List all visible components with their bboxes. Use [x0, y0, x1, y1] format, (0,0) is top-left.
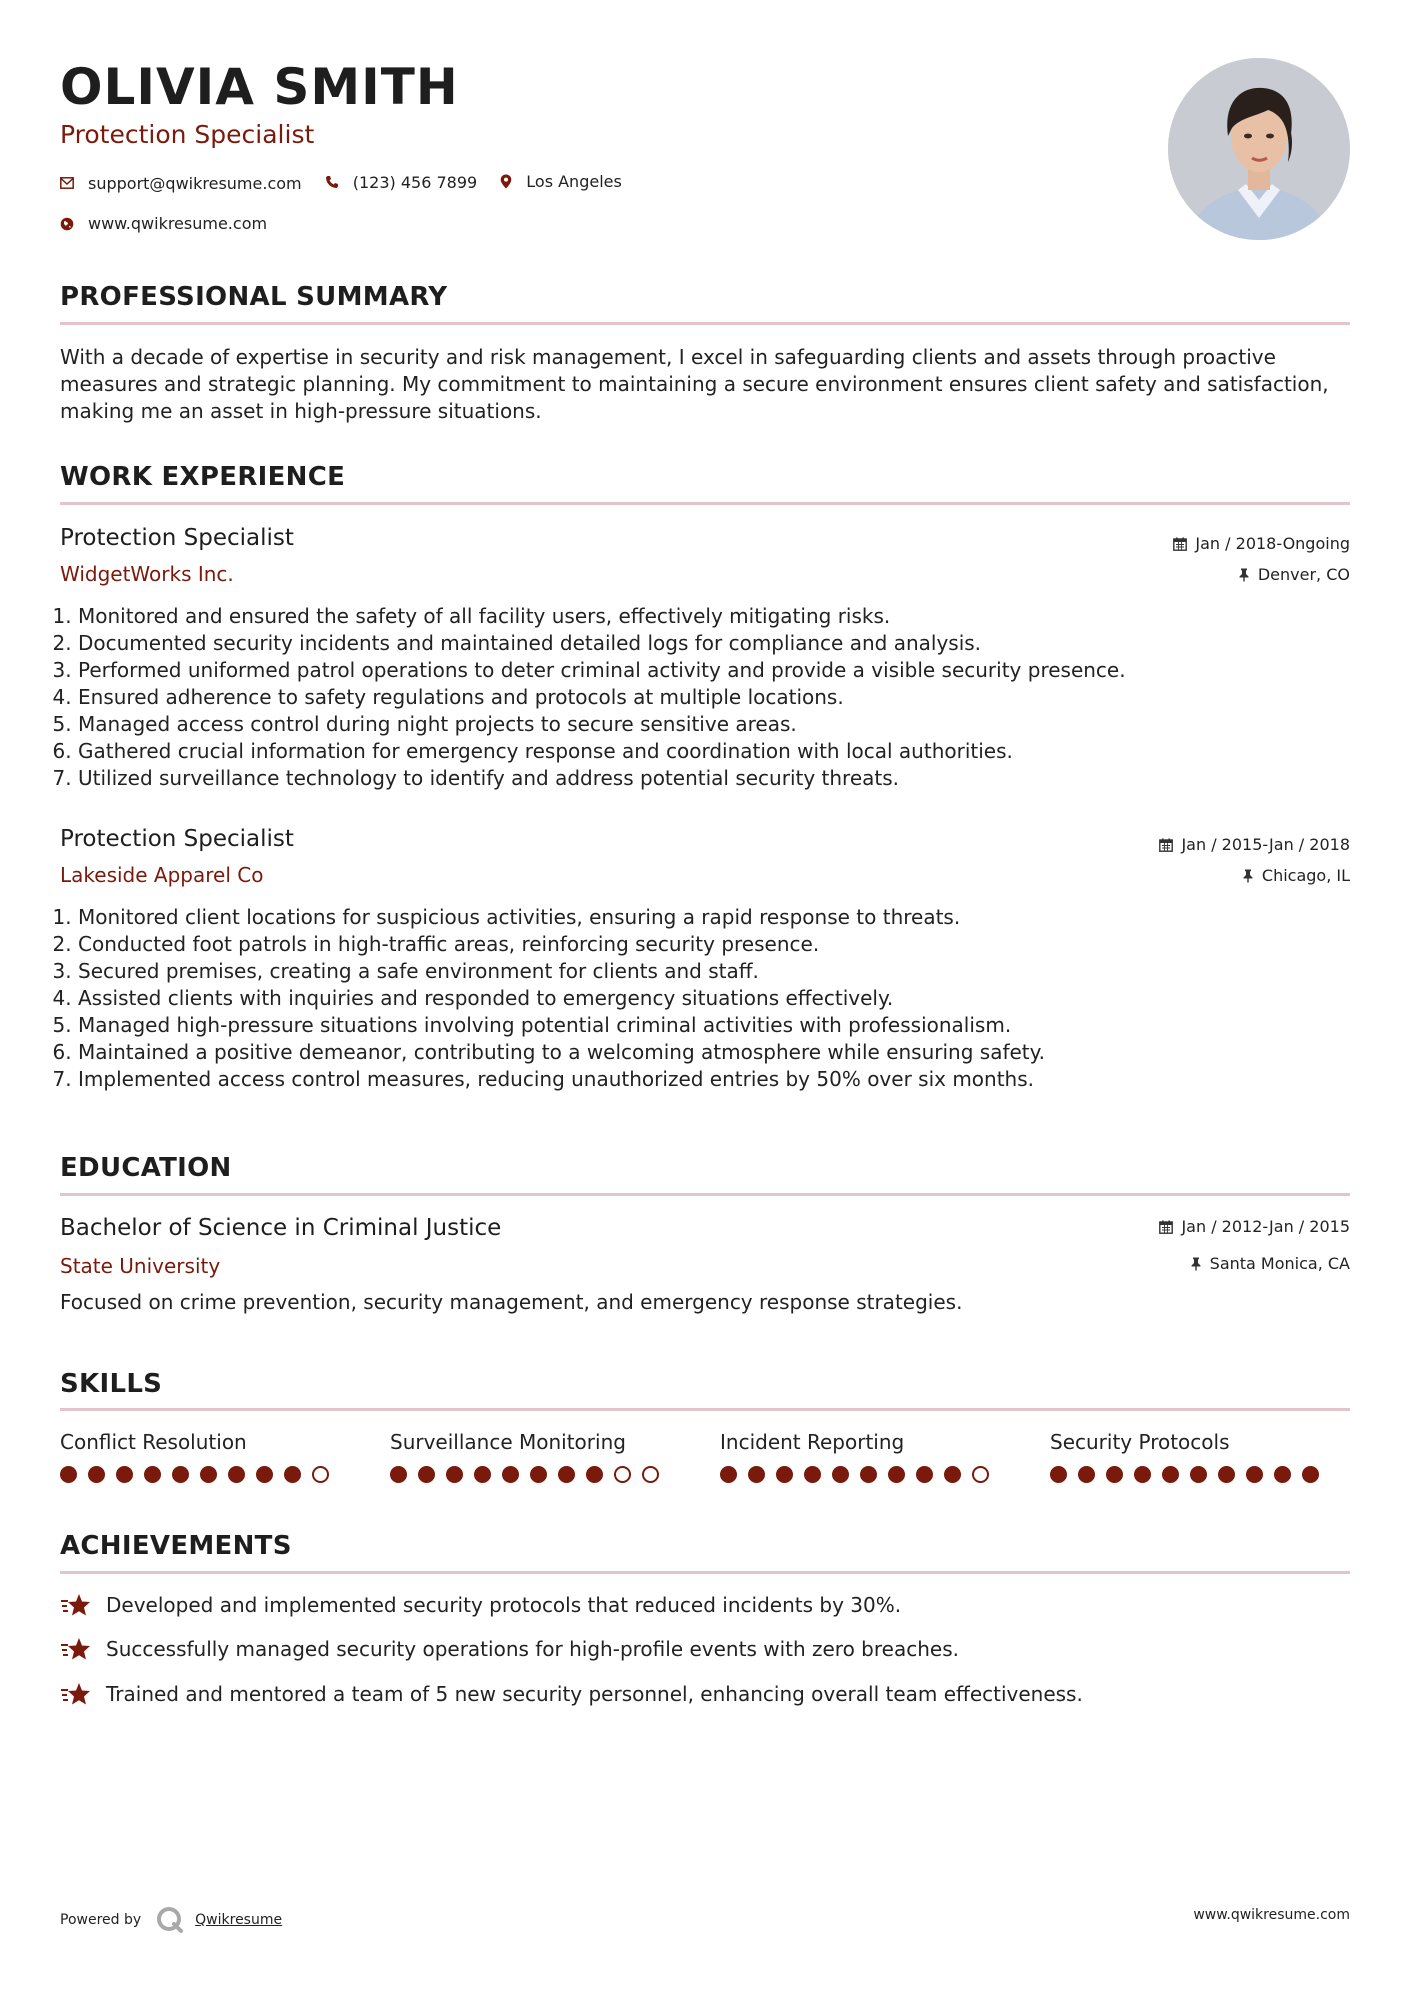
map-pin-icon: [500, 174, 512, 189]
skill-rating: [1050, 1466, 1350, 1483]
education-location: [1190, 1254, 1350, 1273]
rating-dot-filled: [200, 1466, 217, 1483]
rating-dot-filled: [172, 1466, 189, 1483]
rating-dot-filled: [1218, 1466, 1235, 1483]
pushpin-icon: [1238, 568, 1250, 582]
list-item: 6. Gathered crucial information for emergency response and coordination with local authorities.: [78, 738, 1126, 765]
calendar-icon: [1173, 537, 1187, 551]
rating-dot-empty: [312, 1466, 329, 1483]
list-item: 5. Managed access control during night projects to secure sensitive areas.: [78, 711, 1126, 738]
rating-dot-filled: [720, 1466, 737, 1483]
list-item: 1. Monitored and ensured the safety of all facility users, effectively mitigating risks.: [78, 603, 1126, 630]
achievement-text: Trained and mentored a team of 5 new security personnel, enhancing overall team effectiveness.: [106, 1682, 1083, 1706]
rating-dot-filled: [586, 1466, 603, 1483]
star-icon: [60, 1636, 92, 1662]
achievements-heading: ACHIEVEMENTS: [60, 1531, 292, 1561]
job-bullets: [54, 603, 1126, 792]
rating-dot-filled: [390, 1466, 407, 1483]
achievement-text: Successfully managed security operations for high-profile events with zero breaches.: [106, 1637, 959, 1661]
list-item: 5. Managed high-pressure situations involving potential criminal activities with professionalism.: [78, 1012, 1045, 1039]
job-company: Lakeside Apparel Co: [60, 863, 264, 887]
qwikresume-link[interactable]: Qwikresume: [195, 1912, 283, 1928]
candidate-title: Protection Specialist: [60, 120, 315, 149]
rating-dot-filled: [1302, 1466, 1319, 1483]
job-location-text: Chicago, IL: [1261, 866, 1350, 885]
rating-dot-filled: [1134, 1466, 1151, 1483]
pushpin-icon: [1190, 1257, 1202, 1271]
experience-divider: [60, 502, 1350, 505]
rating-dot-filled: [888, 1466, 905, 1483]
rating-dot-filled: [228, 1466, 245, 1483]
contact-email[interactable]: [60, 174, 302, 193]
rating-dot-filled: [748, 1466, 765, 1483]
achievement-text: Developed and implemented security protocols that reduced incidents by 30%.: [106, 1593, 902, 1617]
email-text: support@qwikresume.com: [88, 173, 302, 193]
list-item: 3. Performed uniformed patrol operations to deter criminal activity and provide a visible security presence.: [78, 657, 1126, 684]
globe-icon: [60, 217, 74, 231]
list-item: 4. Ensured adherence to safety regulations and protocols at multiple locations.: [78, 684, 1126, 711]
achievements-divider: [60, 1571, 1350, 1574]
skill-rating: [60, 1466, 360, 1483]
degree-title: Bachelor of Science in Criminal Justice: [60, 1215, 502, 1241]
job-dates: [1173, 534, 1350, 553]
footer-website[interactable]: www.qwikresume.com: [1193, 1907, 1350, 1923]
profile-photo: [1168, 58, 1350, 240]
skill-item: [390, 1430, 690, 1483]
powered-by-label: Powered by: [60, 1912, 142, 1928]
location-text: Los Angeles: [526, 172, 622, 191]
list-item: 7. Utilized surveillance technology to identify and address potential security threats.: [78, 765, 1126, 792]
rating-dot-filled: [1078, 1466, 1095, 1483]
education-description: Focused on crime prevention, security management, and emergency response strategies.: [60, 1290, 963, 1314]
education-dates-text: Jan / 2012-Jan / 2015: [1181, 1217, 1350, 1236]
rating-dot-filled: [804, 1466, 821, 1483]
list-item: 1. Monitored client locations for suspicious activities, ensuring a rapid response to threats.: [78, 904, 1045, 931]
job-dates-text: Jan / 2018-Ongoing: [1195, 534, 1350, 553]
skill-item: [720, 1430, 1020, 1483]
rating-dot-filled: [1162, 1466, 1179, 1483]
achievement-item: [60, 1592, 901, 1618]
contact-phone[interactable]: [325, 173, 477, 192]
rating-dot-filled: [558, 1466, 575, 1483]
skill-name: Incident Reporting: [720, 1430, 905, 1454]
contact-location: [500, 172, 622, 191]
skill-item: [60, 1430, 360, 1483]
envelope-icon: [60, 177, 74, 189]
rating-dot-filled: [144, 1466, 161, 1483]
rating-dot-filled: [860, 1466, 877, 1483]
rating-dot-filled: [256, 1466, 273, 1483]
skill-rating: [390, 1466, 690, 1483]
summary-heading: PROFESSIONAL SUMMARY: [60, 282, 448, 312]
phone-text: (123) 456 7899: [352, 172, 478, 192]
avatar: [1168, 58, 1350, 240]
education-divider: [60, 1193, 1350, 1196]
rating-dot-filled: [832, 1466, 849, 1483]
footer-powered-by: [60, 1905, 282, 1935]
skills-heading: SKILLS: [60, 1369, 163, 1399]
job-title: Protection Specialist: [60, 826, 294, 852]
rating-dot-filled: [88, 1466, 105, 1483]
rating-dot-filled: [1274, 1466, 1291, 1483]
phone-icon: [325, 175, 339, 189]
job-dates: [1159, 835, 1350, 854]
pushpin-icon: [1242, 869, 1254, 883]
rating-dot-filled: [284, 1466, 301, 1483]
rating-dot-filled: [446, 1466, 463, 1483]
summary-divider: [60, 322, 1350, 325]
job-location: [1242, 866, 1350, 885]
skill-rating: [720, 1466, 1020, 1483]
candidate-name: OLIVIA SMITH: [60, 58, 459, 116]
experience-heading: WORK EXPERIENCE: [60, 462, 346, 492]
school-name: State University: [60, 1254, 221, 1278]
job-dates-text: Jan / 2015-Jan / 2018: [1181, 835, 1350, 854]
rating-dot-filled: [474, 1466, 491, 1483]
education-dates: [1159, 1217, 1350, 1236]
list-item: 2. Documented security incidents and maintained detailed logs for compliance and analysis.: [78, 630, 1126, 657]
rating-dot-filled: [1246, 1466, 1263, 1483]
contact-row: [60, 172, 640, 193]
summary-text: With a decade of expertise in security and risk management, I excel in safeguarding clients and assets through proactive measures and strategic planning. My commitment to maintaining a secure environment ensures client safety and satisfaction, making me an asset in high-pressure situations.: [60, 345, 1329, 423]
list-item: 2. Conducted foot patrols in high-traffic areas, reinforcing security presence.: [78, 931, 1045, 958]
skill-name: Surveillance Monitoring: [390, 1430, 626, 1454]
rating-dot-filled: [60, 1466, 77, 1483]
list-item: 6. Maintained a positive demeanor, contributing to a welcoming atmosphere while ensuring safety.: [78, 1039, 1045, 1066]
skill-item: [1050, 1430, 1350, 1483]
rating-dot-filled: [1190, 1466, 1207, 1483]
job-location: [1238, 565, 1350, 584]
rating-dot-empty: [614, 1466, 631, 1483]
rating-dot-filled: [1050, 1466, 1067, 1483]
rating-dot-filled: [776, 1466, 793, 1483]
rating-dot-filled: [1106, 1466, 1123, 1483]
calendar-icon: [1159, 838, 1173, 852]
job-company: WidgetWorks Inc.: [60, 562, 234, 586]
rating-dot-filled: [530, 1466, 547, 1483]
rating-dot-filled: [916, 1466, 933, 1483]
rating-dot-empty: [642, 1466, 659, 1483]
rating-dot-filled: [116, 1466, 133, 1483]
qwikresume-logo-icon: [155, 1905, 185, 1935]
contact-website[interactable]: [60, 214, 267, 233]
star-icon: [60, 1681, 92, 1707]
rating-dot-filled: [502, 1466, 519, 1483]
rating-dot-filled: [418, 1466, 435, 1483]
website-text: www.qwikresume.com: [88, 214, 268, 233]
skill-name: Conflict Resolution: [60, 1430, 247, 1454]
list-item: 7. Implemented access control measures, reducing unauthorized entries by 50% over six months.: [78, 1066, 1045, 1093]
list-item: 4. Assisted clients with inquiries and responded to emergency situations effectively.: [78, 985, 1045, 1012]
education-heading: EDUCATION: [60, 1153, 232, 1183]
website-row: [60, 214, 285, 235]
rating-dot-empty: [972, 1466, 989, 1483]
list-item: 3. Secured premises, creating a safe environment for clients and staff.: [78, 958, 1045, 985]
achievement-item: [60, 1681, 1083, 1707]
job-bullets: [54, 904, 1045, 1093]
job-location-text: Denver, CO: [1257, 565, 1350, 584]
calendar-icon: [1159, 1220, 1173, 1234]
skill-name: Security Protocols: [1050, 1430, 1230, 1454]
education-location-text: Santa Monica, CA: [1209, 1254, 1350, 1273]
achievement-item: [60, 1636, 959, 1662]
rating-dot-filled: [944, 1466, 961, 1483]
skills-divider: [60, 1408, 1350, 1411]
job-title: Protection Specialist: [60, 525, 294, 551]
star-icon: [60, 1592, 92, 1618]
